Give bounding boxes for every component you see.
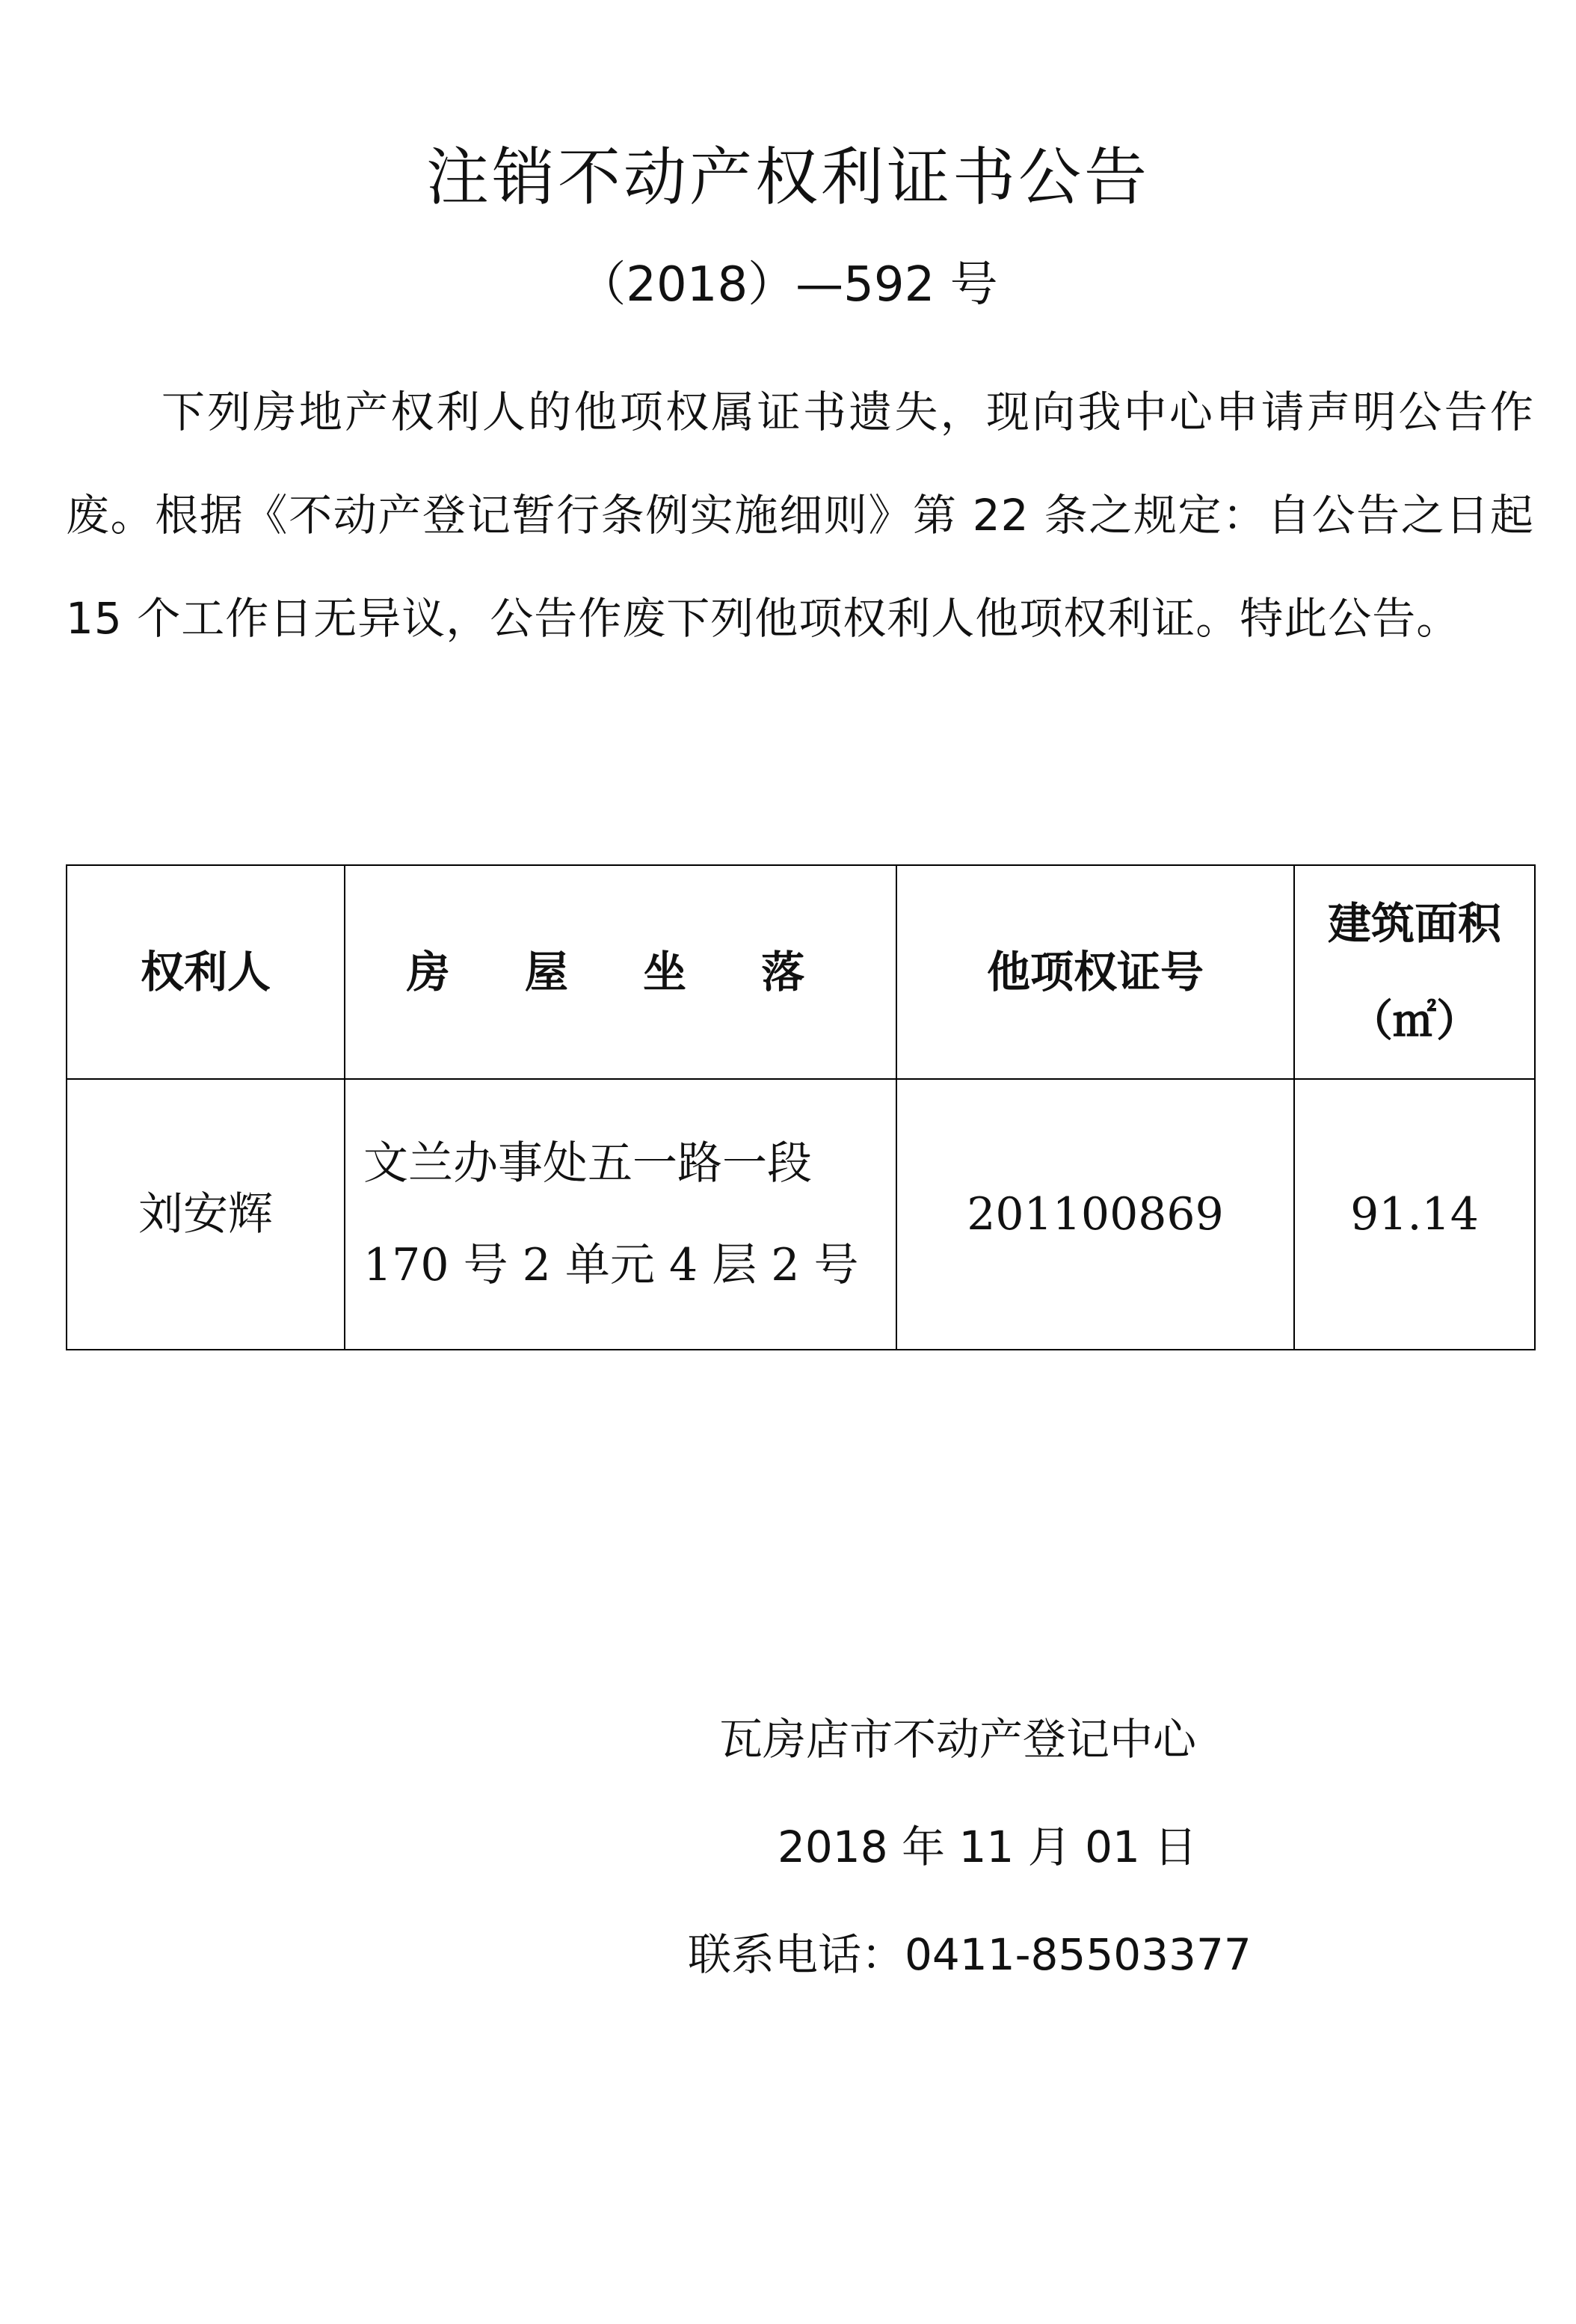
table-row: [67, 1079, 1535, 1350]
header-area-line1: 建筑面积: [1327, 898, 1501, 949]
certificate-table: [66, 864, 1536, 1350]
header-address: [345, 865, 896, 1079]
header-cert-no: 他项权证号: [896, 865, 1294, 1079]
document-number: （2018）—592 号: [578, 257, 998, 313]
cell-holder: 刘安辉: [67, 1079, 345, 1350]
table-header-row: [67, 865, 1535, 1079]
header-address-label: 房 屋 坐 落: [406, 947, 835, 997]
notice-body-text: 下列房地产权利人的他项权属证书遗失，现向我中心申请声明公告作废。根据《不动产登记暂行条例实施细则》第 22 条之规定：自公告之日起 15 个工作日无异议，公告作废下列他项权利人他项权利证。特此公告。: [66, 387, 1534, 644]
cell-address: [345, 1079, 896, 1350]
header-holder: 权利人: [67, 865, 345, 1079]
notice-title: 注销不动产权利证书公告: [425, 141, 1150, 214]
cell-address-line2: 170 号 2 单元 4 层 2 号: [363, 1239, 859, 1291]
header-area: [1294, 865, 1535, 1079]
cell-area: 91.14: [1294, 1079, 1535, 1350]
header-area-line2: （㎡）: [1349, 995, 1480, 1046]
cell-cert-no: 201100869: [896, 1079, 1294, 1350]
issuer-name: 瓦房店市不动产登记中心: [719, 1714, 1197, 1765]
cell-address-line1: 文兰办事处五一路一段: [363, 1137, 812, 1190]
issue-date: 2018 年 11 月 01 日: [778, 1822, 1198, 1872]
contact-phone: 联系电话：0411-85503377: [688, 1929, 1252, 1980]
